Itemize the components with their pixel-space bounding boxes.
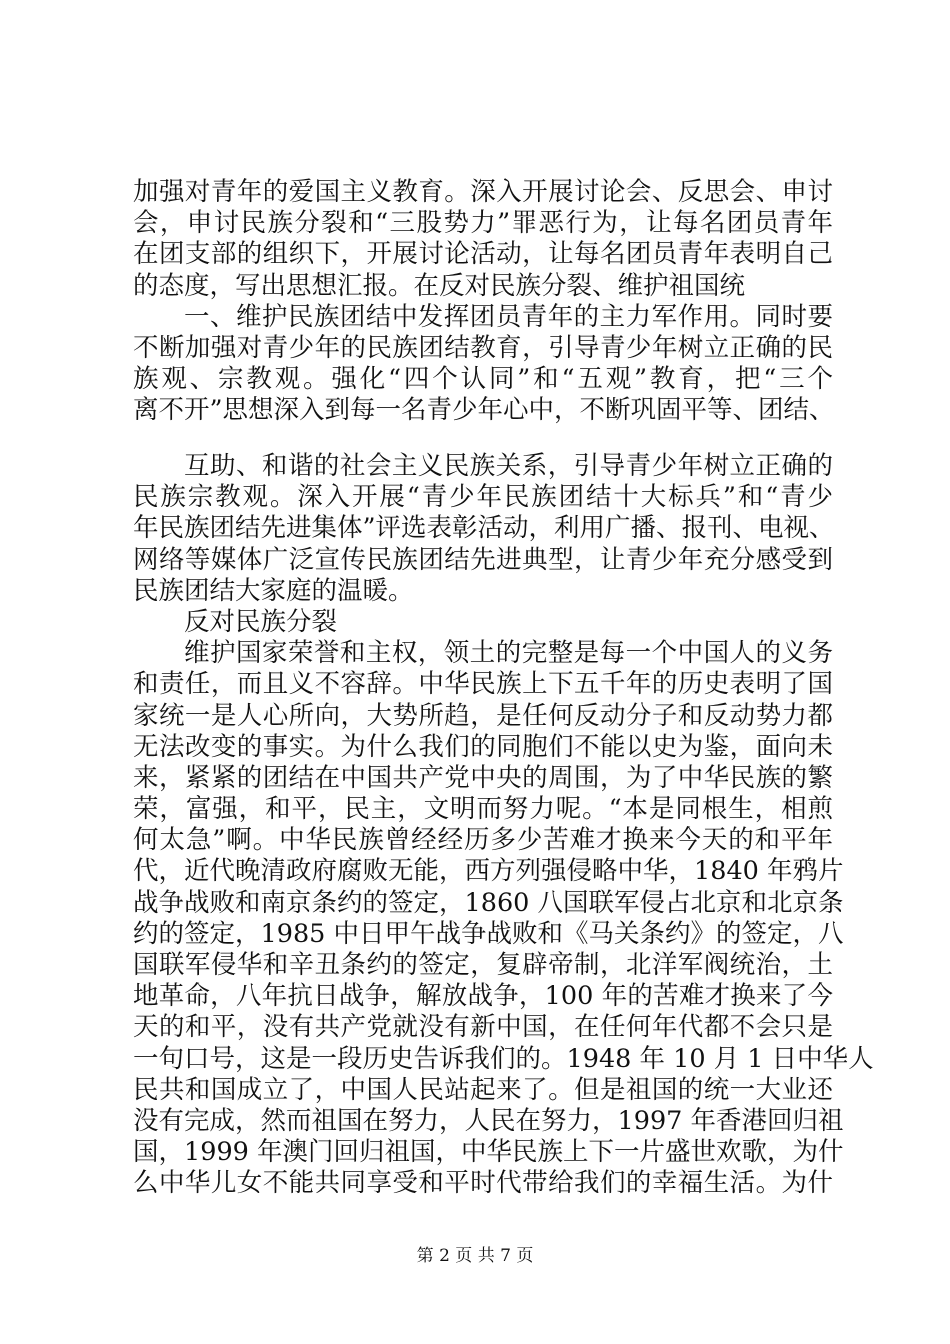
text-line: 来，紧紧的团结在中国共产党中央的周围，为了中华民族的繁 bbox=[133, 762, 833, 793]
text-line: 约的签定，1985 中日甲午战争战败和《马关条约》的签定，八 bbox=[133, 918, 844, 949]
text-line: 无法改变的事实。为什么我们的同胞们不能以史为鉴，面向未 bbox=[133, 731, 833, 762]
text-line: 没有完成，然而祖国在努力，人民在努力，1997 年香港回归祖 bbox=[133, 1105, 844, 1136]
page-footer bbox=[0, 1246, 950, 1266]
section-heading: 反对民族分裂 bbox=[184, 606, 338, 637]
text-line: 一句口号，这是一段历史告诉我们的。1948 年 10 月 1 日中华人 bbox=[133, 1043, 874, 1074]
text-line: 的态度，写出思想汇报。在反对民族分裂、维护祖国统 bbox=[133, 270, 746, 301]
text-line: 民族团结大家庭的温暖。 bbox=[133, 575, 414, 606]
text-line: 族观、宗教观。强化“四个认同”和“五观”教育，把“三个 bbox=[133, 364, 833, 395]
text-line: 战争战败和南京条约的签定，1860 八国联军侵占北京和北京条 bbox=[133, 887, 844, 918]
text-block-upper bbox=[133, 177, 833, 427]
text-line: 会，申讨民族分裂和“三股势力”罪恶行为，让每名团员青年 bbox=[133, 208, 833, 239]
text-line: 不断加强对青少年的民族团结教育，引导青少年树立正确的民 bbox=[133, 332, 833, 363]
text-line: 互助、和谐的社会主义民族关系，引导青少年树立正确的 bbox=[184, 451, 833, 481]
text-line: 何太急”啊。中华民族曾经经历多少苦难才换来今天的和平年 bbox=[133, 825, 833, 856]
text-line: 一、维护民族团结中发挥团员青年的主力军作用。同时要 bbox=[184, 301, 833, 332]
text-line: 年民族团结先进集体”评选表彰活动，利用广播、报刊、电视、 bbox=[133, 513, 835, 544]
text-line: 地革命，八年抗日战争，解放战争，100 年的苦难才换来了今 bbox=[133, 981, 833, 1012]
text-line: 民共和国成立了，中国人民站起来了。但是祖国的统一大业还 bbox=[133, 1074, 833, 1105]
text-line: 加强对青年的爱国主义教育。深入开展讨论会、反思会、申讨 bbox=[133, 177, 833, 207]
text-line: 民族宗教观。深入开展“青少年民族团结十大标兵”和“青少 bbox=[133, 482, 833, 513]
text-line: 离不开”思想深入到每一名青少年心中，不断巩固平等、团结、 bbox=[133, 395, 835, 426]
text-line: 家统一是人心所向，大势所趋，是任何反动分子和反动势力都 bbox=[133, 700, 833, 731]
text-line: 网络等媒体广泛宣传民族团结先进典型，让青少年充分感受到 bbox=[133, 544, 833, 575]
text-line: 和责任，而且义不容辞。中华民族上下五千年的历史表明了国 bbox=[133, 669, 833, 700]
text-line: 在团支部的组织下，开展讨论活动，让每名团员青年表明自己 bbox=[133, 239, 833, 270]
text-line: 么中华儿女不能共同享受和平时代带给我们的幸福生活。为什 bbox=[133, 1168, 833, 1199]
text-line: 维护国家荣誉和主权，领土的完整是每一个中国人的义务 bbox=[184, 638, 833, 669]
text-line: 天的和平，没有共产党就没有新中国，在任何年代都不会只是 bbox=[133, 1012, 833, 1043]
text-block-lower bbox=[133, 451, 874, 1200]
text-line: 国联军侵华和辛丑条约的签定，复辟帝制，北洋军阀统治，土 bbox=[133, 950, 833, 980]
text-line: 荣，富强，和平，民主，文明而努力呢。“本是同根生，相煎 bbox=[133, 794, 833, 825]
text-line: 代，近代晚清政府腐败无能，西方列强侵略中华，1840 年鸦片 bbox=[133, 856, 844, 887]
text-line: 国，1999 年澳门回归祖国，中华民族上下一片盛世欢歌，为什 bbox=[133, 1137, 844, 1168]
page-number: 第 2 页 共 7 页 bbox=[416, 1246, 534, 1266]
